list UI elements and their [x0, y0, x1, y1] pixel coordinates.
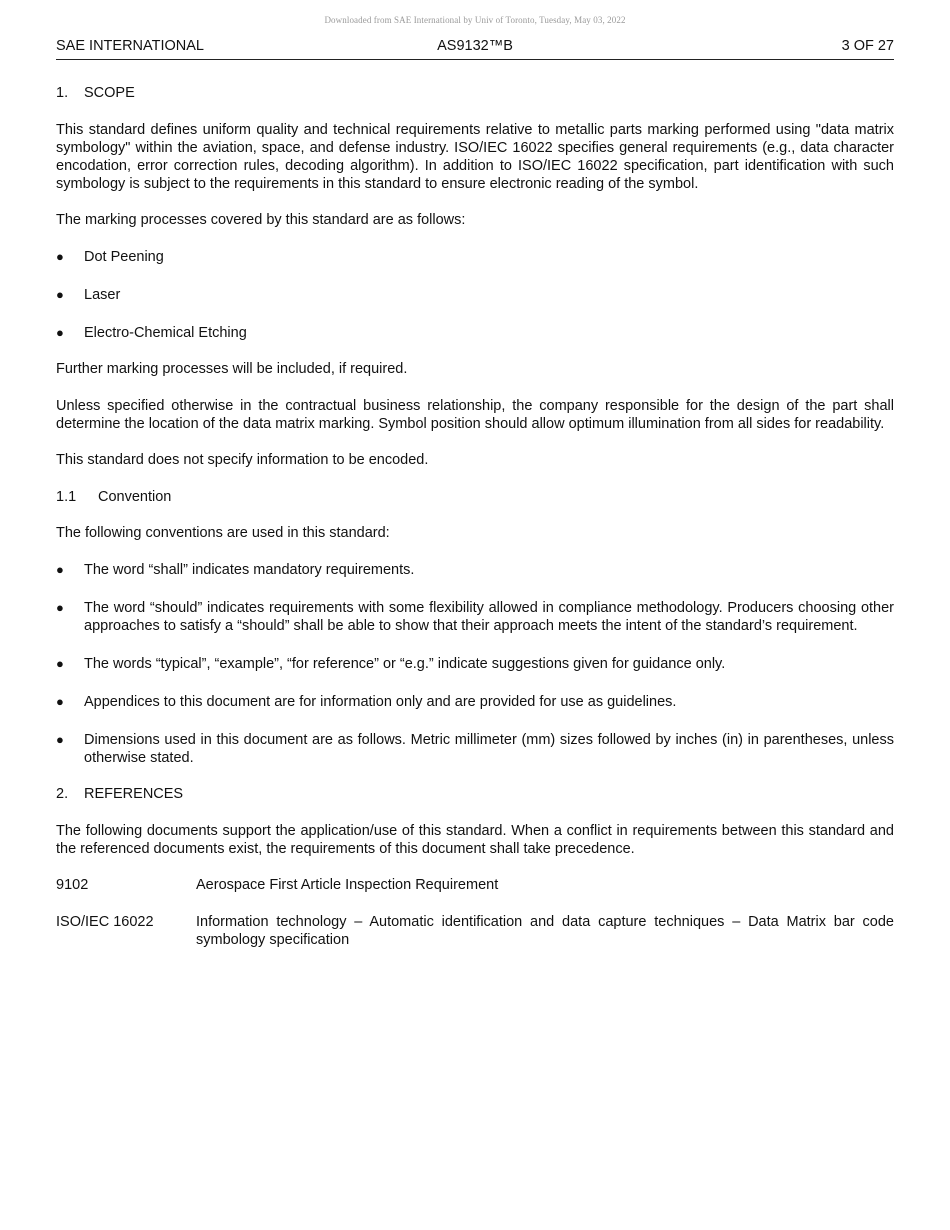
- reference-title: Information technology – Automatic identification and data capture techniques – Data Matrix bar code symbology specification: [196, 913, 894, 948]
- list-item: [56, 561, 894, 579]
- list-item: [56, 324, 894, 342]
- list-item-text: The word “should” indicates requirements with some flexibility allowed in compliance methodology. Producers choosing other approaches to satisfy a “should” shall be able to show that their approach meets the intent of the standard’s requirement.: [84, 599, 894, 634]
- bullet-icon: ●: [56, 561, 64, 577]
- scope-paragraph: This standard defines uniform quality and technical requirements relative to metallic parts marking performed using "data matrix symbology" within the aviation, space, and defense industry. ISO/IEC 16022 specifies general requirements (e.g., data character encodation, error correction rules, decoding algorithm). In addition to ISO/IEC 16022 specification, part identification with such symbology is subject to the requirements in this standard to ensure electronic reading of the symbol.: [56, 121, 894, 192]
- bullet-icon: ●: [56, 248, 64, 264]
- list-item-text: Appendices to this document are for information only and are provided for use as guidelines.: [84, 693, 677, 710]
- marking-location-paragraph: Unless specified otherwise in the contractual business relationship, the company responsible for the design of the part shall determine the location of the data matrix marking. Symbol position should allow optimum illumination from all sides for readability.: [56, 397, 894, 432]
- reference-row: [56, 913, 894, 949]
- header-page-number: 3 OF 27: [841, 38, 894, 54]
- bullet-icon: ●: [56, 731, 64, 747]
- encoding-paragraph: This standard does not specify information to be encoded.: [56, 452, 429, 468]
- list-item: [56, 286, 894, 304]
- reference-code: 9102: [56, 877, 89, 893]
- list-item-text: The words “typical”, “example”, “for reference” or “e.g.” indicate suggestions given for guidance only.: [84, 655, 726, 672]
- page-header: [56, 38, 894, 60]
- convention-intro: The following conventions are used in this standard:: [56, 525, 390, 541]
- document-body: [56, 84, 894, 967]
- list-item: [56, 248, 894, 266]
- section-title: SCOPE: [84, 85, 135, 101]
- list-item-text: Electro-Chemical Etching: [84, 324, 247, 341]
- section-title: REFERENCES: [84, 786, 184, 802]
- bullet-icon: ●: [56, 599, 64, 615]
- bullet-icon: ●: [56, 693, 64, 709]
- reference-code: ISO/IEC 16022: [56, 913, 154, 930]
- further-processes-paragraph: Further marking processes will be included, if required.: [56, 361, 408, 377]
- processes-intro: The marking processes covered by this standard are as follows:: [56, 212, 466, 228]
- header-organization: SAE INTERNATIONAL: [56, 38, 204, 54]
- references-intro: The following documents support the application/use of this standard. When a conflict in requirements between this standard and the referenced documents exist, the requirements of this document shall take precedence.: [56, 822, 894, 857]
- list-item-text: Laser: [84, 286, 121, 303]
- reference-title: Aerospace First Article Inspection Requirement: [196, 877, 499, 893]
- list-item: [56, 731, 894, 767]
- section-heading-convention: [56, 488, 894, 506]
- section-heading-references: [56, 785, 894, 803]
- list-item-text: Dimensions used in this document are as follows. Metric millimeter (mm) sizes followed by inches (in) in parentheses, unless otherwise stated.: [84, 731, 894, 766]
- header-document-id: AS9132™B: [437, 38, 513, 54]
- section-number: 1.1: [56, 488, 77, 505]
- section-number: 1.: [56, 85, 69, 101]
- bullet-icon: ●: [56, 655, 64, 671]
- bullet-icon: ●: [56, 324, 64, 340]
- list-item: [56, 655, 894, 673]
- download-watermark: Downloaded from SAE International by Univ of Toronto, Tuesday, May 03, 2022: [324, 15, 626, 25]
- section-heading-scope: [56, 84, 894, 102]
- list-item: [56, 693, 894, 711]
- bullet-icon: ●: [56, 286, 64, 302]
- list-item-text: The word “shall” indicates mandatory requirements.: [84, 561, 415, 578]
- list-item: [56, 599, 894, 635]
- section-title: Convention: [98, 488, 172, 505]
- reference-row: [56, 876, 894, 894]
- section-number: 2.: [56, 786, 69, 802]
- list-item-text: Dot Peening: [84, 248, 164, 265]
